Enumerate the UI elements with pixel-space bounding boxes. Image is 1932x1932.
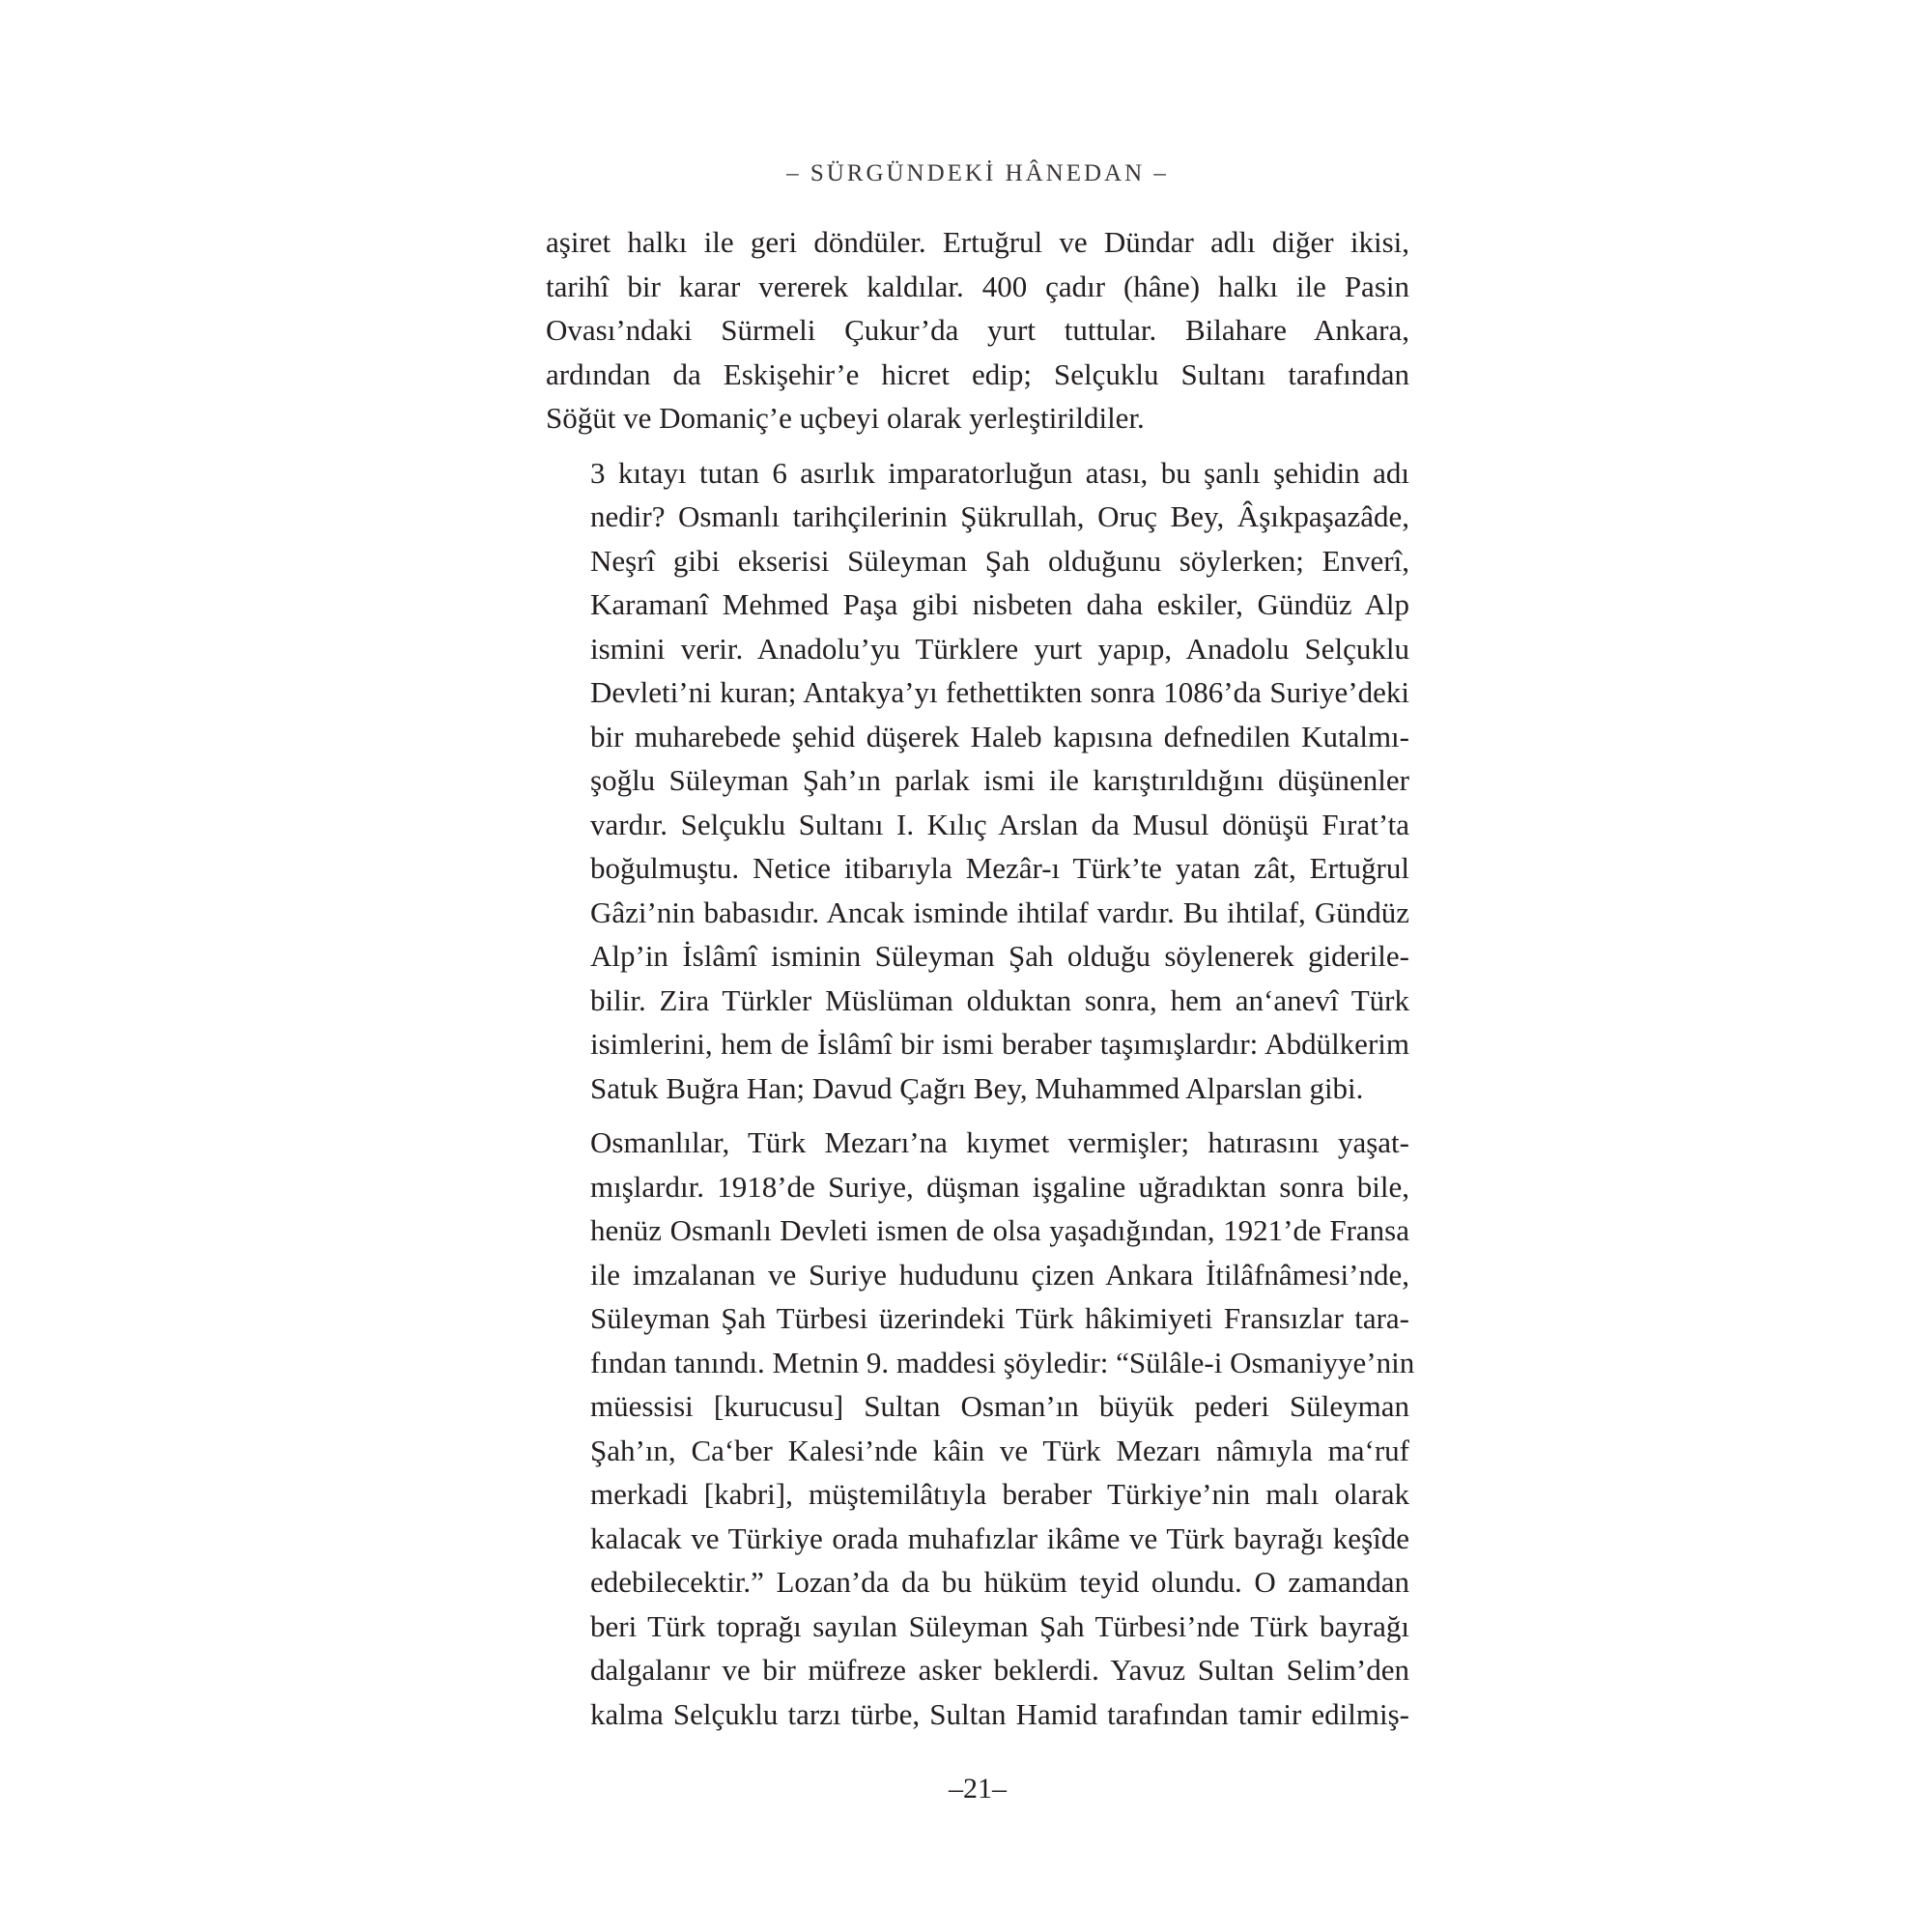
text-line: boğulmuştu. Netice itibarıyla Mezâr-ı Türk’te yatan zât, Ertuğrul xyxy=(590,851,1409,885)
running-header: – SÜRGÜNDEKİ HÂNEDAN – xyxy=(786,160,1169,186)
text-line: Ovası’ndaki Sürmeli Çukur’da yurt tuttular. Bilahare Ankara, xyxy=(546,313,1409,347)
text-line: fından tanındı. Metnin 9. maddesi şöyledir: “Sülâle-i Osmaniyye’nin xyxy=(590,1345,1415,1379)
text-line: Karamanî Mehmed Paşa gibi nisbeten daha eskiler, Gündüz Alp xyxy=(590,587,1409,621)
paragraph xyxy=(546,451,1409,1111)
page-number: –21– xyxy=(949,1773,1007,1804)
text-line: Osmanlılar, Türk Mezarı’na kıymet vermişler; hatırasını yaşat- xyxy=(590,1125,1409,1159)
text-line: ismini verir. Anadolu’yu Türklere yurt yapıp, Anadolu Selçuklu xyxy=(590,631,1409,666)
text-line: vardır. Selçuklu Sultanı I. Kılıç Arslan da Musul dönüşü Fırat’ta xyxy=(590,807,1409,841)
text-line: Alp’in İslâmî isminin Süleyman Şah olduğu söylenerek giderile- xyxy=(590,939,1409,973)
text-line: aşiret halkı ile geri döndüler. Ertuğrul ve Dündar adlı diğer ikisi, xyxy=(546,225,1409,259)
text-line: henüz Osmanlı Devleti ismen de olsa yaşadığından, 1921’de Fransa xyxy=(590,1213,1409,1247)
text-line: ardından da Eskişehir’e hicret edip; Selçuklu Sultanı tarafından xyxy=(546,356,1409,391)
text-line: Süleyman Şah Türbesi üzerindeki Türk hâkimiyeti Fransızlar tara- xyxy=(590,1301,1409,1335)
text-line: isimlerini, hem de İslâmî bir ismi beraber taşımışlardır: Abdülkerim xyxy=(590,1027,1409,1061)
text-line: tarihî bir karar vererek kaldılar. 400 çadır (hâne) halkı ile Pasin xyxy=(546,269,1409,303)
text-line: Şah’ın, Ca‘ber Kalesi’nde kâin ve Türk Mezarı nâmıyla ma‘ruf xyxy=(590,1433,1409,1467)
text-line: nedir? Osmanlı tarihçilerinin Şükrullah, Oruç Bey, Âşıkpaşazâde, xyxy=(590,499,1409,533)
text-line: Satuk Buğra Han; Davud Çağrı Bey, Muhammed Alparslan gibi. xyxy=(590,1070,1364,1105)
text-line: dalgalanır ve bir müfreze asker beklerdi. Yavuz Sultan Selim’den xyxy=(590,1653,1409,1687)
text-line: mışlardır. 1918’de Suriye, düşman işgaline uğradıktan sonra bile, xyxy=(590,1169,1409,1204)
text-line: ile imzalanan ve Suriye hududunu çizen Ankara İtilâfnâmesi’nde, xyxy=(590,1257,1409,1292)
paragraph xyxy=(546,220,1409,440)
text-line: şoğlu Süleyman Şah’ın parlak ismi ile karıştırıldığını düşünenler xyxy=(590,763,1409,797)
text-line: edebilecektir.” Lozan’da da bu hüküm teyid olundu. O zamandan xyxy=(590,1565,1409,1599)
text-line: kalma Selçuklu tarzı türbe, Sultan Hamid tarafından tamir edilmiş- xyxy=(590,1696,1409,1731)
text-line: bir muharebede şehid düşerek Haleb kapısına defnedilen Kutalmı- xyxy=(590,719,1409,753)
paragraph xyxy=(546,1121,1415,1736)
body-text xyxy=(546,220,1415,1747)
text-line: Gâzi’nin babasıdır. Ancak isminde ihtilaf vardır. Bu ihtilaf, Gündüz xyxy=(590,895,1409,929)
text-line: bilir. Zira Türkler Müslüman olduktan sonra, hem an‘anevî Türk xyxy=(590,982,1409,1017)
text-line: 3 kıtayı tutan 6 asırlık imparatorluğun atası, bu şanlı şehidin adı xyxy=(590,455,1409,490)
text-line: müessisi [kurucusu] Sultan Osman’ın büyük pederi Süleyman xyxy=(590,1389,1409,1423)
text-line: merkadi [kabri], müştemilâtıyla beraber Türkiye’nin malı olarak xyxy=(590,1477,1409,1511)
text-line: Neşrî gibi ekserisi Süleyman Şah olduğunu söylerken; Enverî, xyxy=(590,543,1409,578)
text-line: beri Türk toprağı sayılan Süleyman Şah Türbesi’nde Türk bayrağı xyxy=(590,1608,1409,1643)
text-line: Devleti’ni kuran; Antakya’yı fethettikten sonra 1086’da Suriye’deki xyxy=(590,675,1409,709)
text-line: kalacak ve Türkiye orada muhafızlar ikâme ve Türk bayrağı keşîde xyxy=(590,1520,1409,1555)
text-line: Söğüt ve Domaniç’e uçbeyi olarak yerleştirildiler. xyxy=(546,401,1145,435)
